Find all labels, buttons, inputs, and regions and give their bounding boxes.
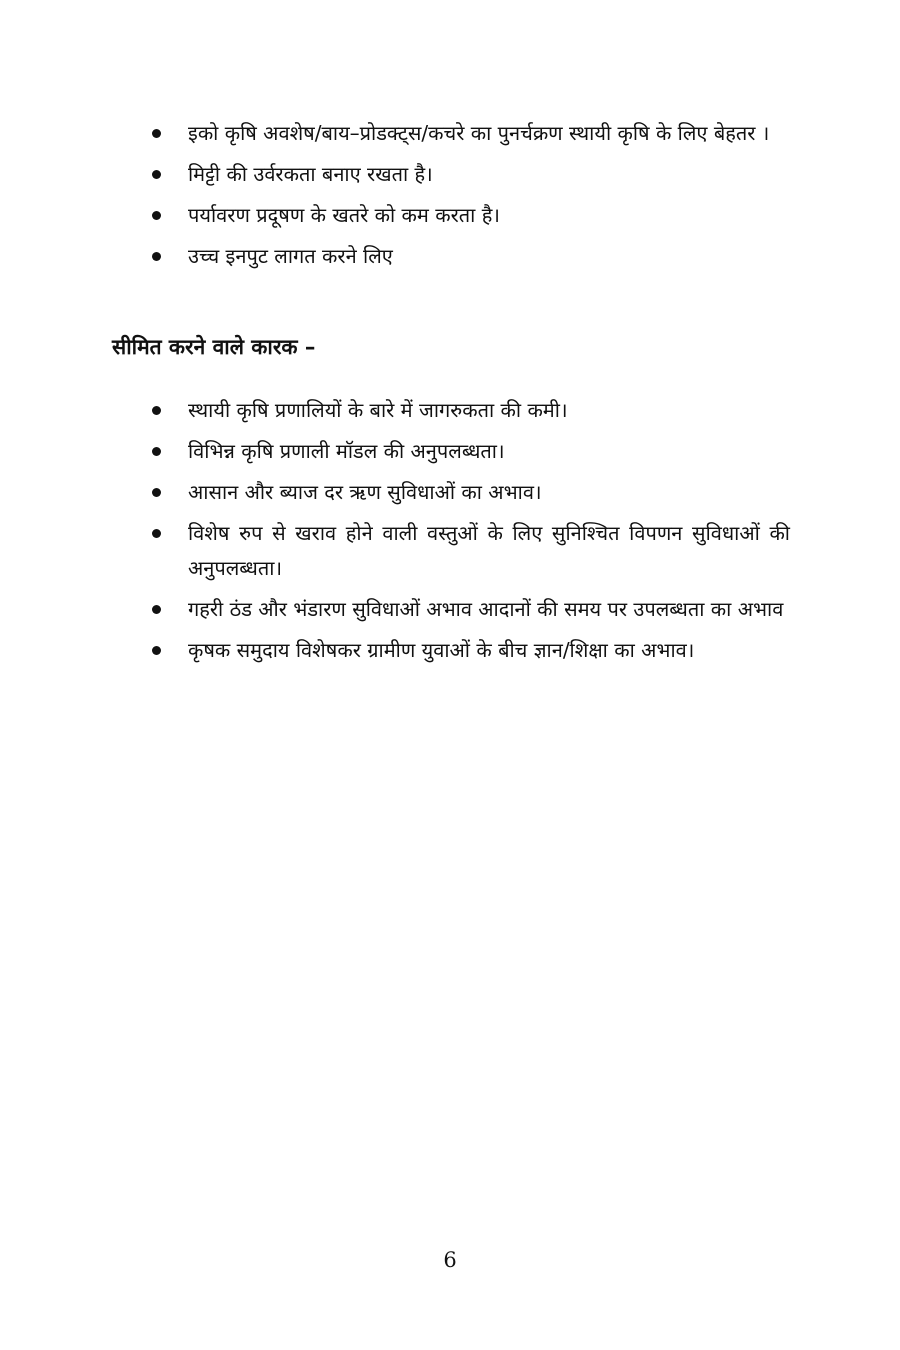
list-item-text: कृषक समुदाय विशेषकर ग्रामीण युवाओं के बीच ज्ञान/शिक्षा का अभाव।: [188, 638, 695, 662]
list-item: [150, 633, 790, 668]
bullet-icon: [152, 605, 161, 614]
list-item: [150, 116, 790, 151]
bullet-icon: [152, 488, 161, 497]
list-item: [150, 434, 790, 469]
bullet-icon: [152, 646, 161, 655]
section-heading: सीमित करने वाले कारक –: [112, 335, 316, 359]
bullet-icon: [152, 170, 161, 179]
list-item: [150, 393, 790, 428]
list-item-text: पर्यावरण प्रदूषण के खतरे को कम करता है।: [188, 203, 500, 227]
bullet-icon: [152, 129, 161, 138]
list-item-text: विशेष रुप से खराव होने वाली वस्तुओं के लिए सुनिश्चित विपणन सुविधाओं की अनुपलब्धता।: [188, 521, 790, 580]
list-item: [150, 592, 790, 627]
list-item-text: मिट्टी की उर्वरकता बनाए रखता है।: [188, 162, 433, 186]
bullet-icon: [152, 529, 161, 538]
bullet-icon: [152, 406, 161, 415]
page-number: 6: [443, 1248, 457, 1272]
benefits-list: [150, 116, 790, 280]
bullet-icon: [152, 252, 161, 261]
list-item: [150, 239, 790, 274]
bullet-icon: [152, 447, 161, 456]
list-item-text: गहरी ठंड और भंडारण सुविधाओं अभाव आदानों की समय पर उपलब्धता का अभाव: [188, 597, 784, 621]
list-item: [150, 475, 790, 510]
list-item-text: विभिन्न कृषि प्रणाली मॉडल की अनुपलब्धता।: [188, 439, 505, 463]
list-item-text: स्थायी कृषि प्रणालियों के बारे में जागरुकता की कमी।: [188, 398, 568, 422]
limiting-factors-list: [150, 393, 790, 674]
bullet-icon: [152, 211, 161, 220]
list-item-text: उच्च इनपुट लागत करने लिए: [188, 244, 393, 268]
list-item: [150, 157, 790, 192]
list-item-text: इको कृषि अवशेष/बाय–प्रोडक्ट्स/कचरे का पुनर्चक्रण स्थायी कृषि के लिए बेहतर ।: [188, 121, 770, 145]
list-item: [150, 516, 790, 586]
list-item: [150, 198, 790, 233]
list-item-text: आसान और ब्याज दर ऋण सुविधाओं का अभाव।: [188, 480, 542, 504]
